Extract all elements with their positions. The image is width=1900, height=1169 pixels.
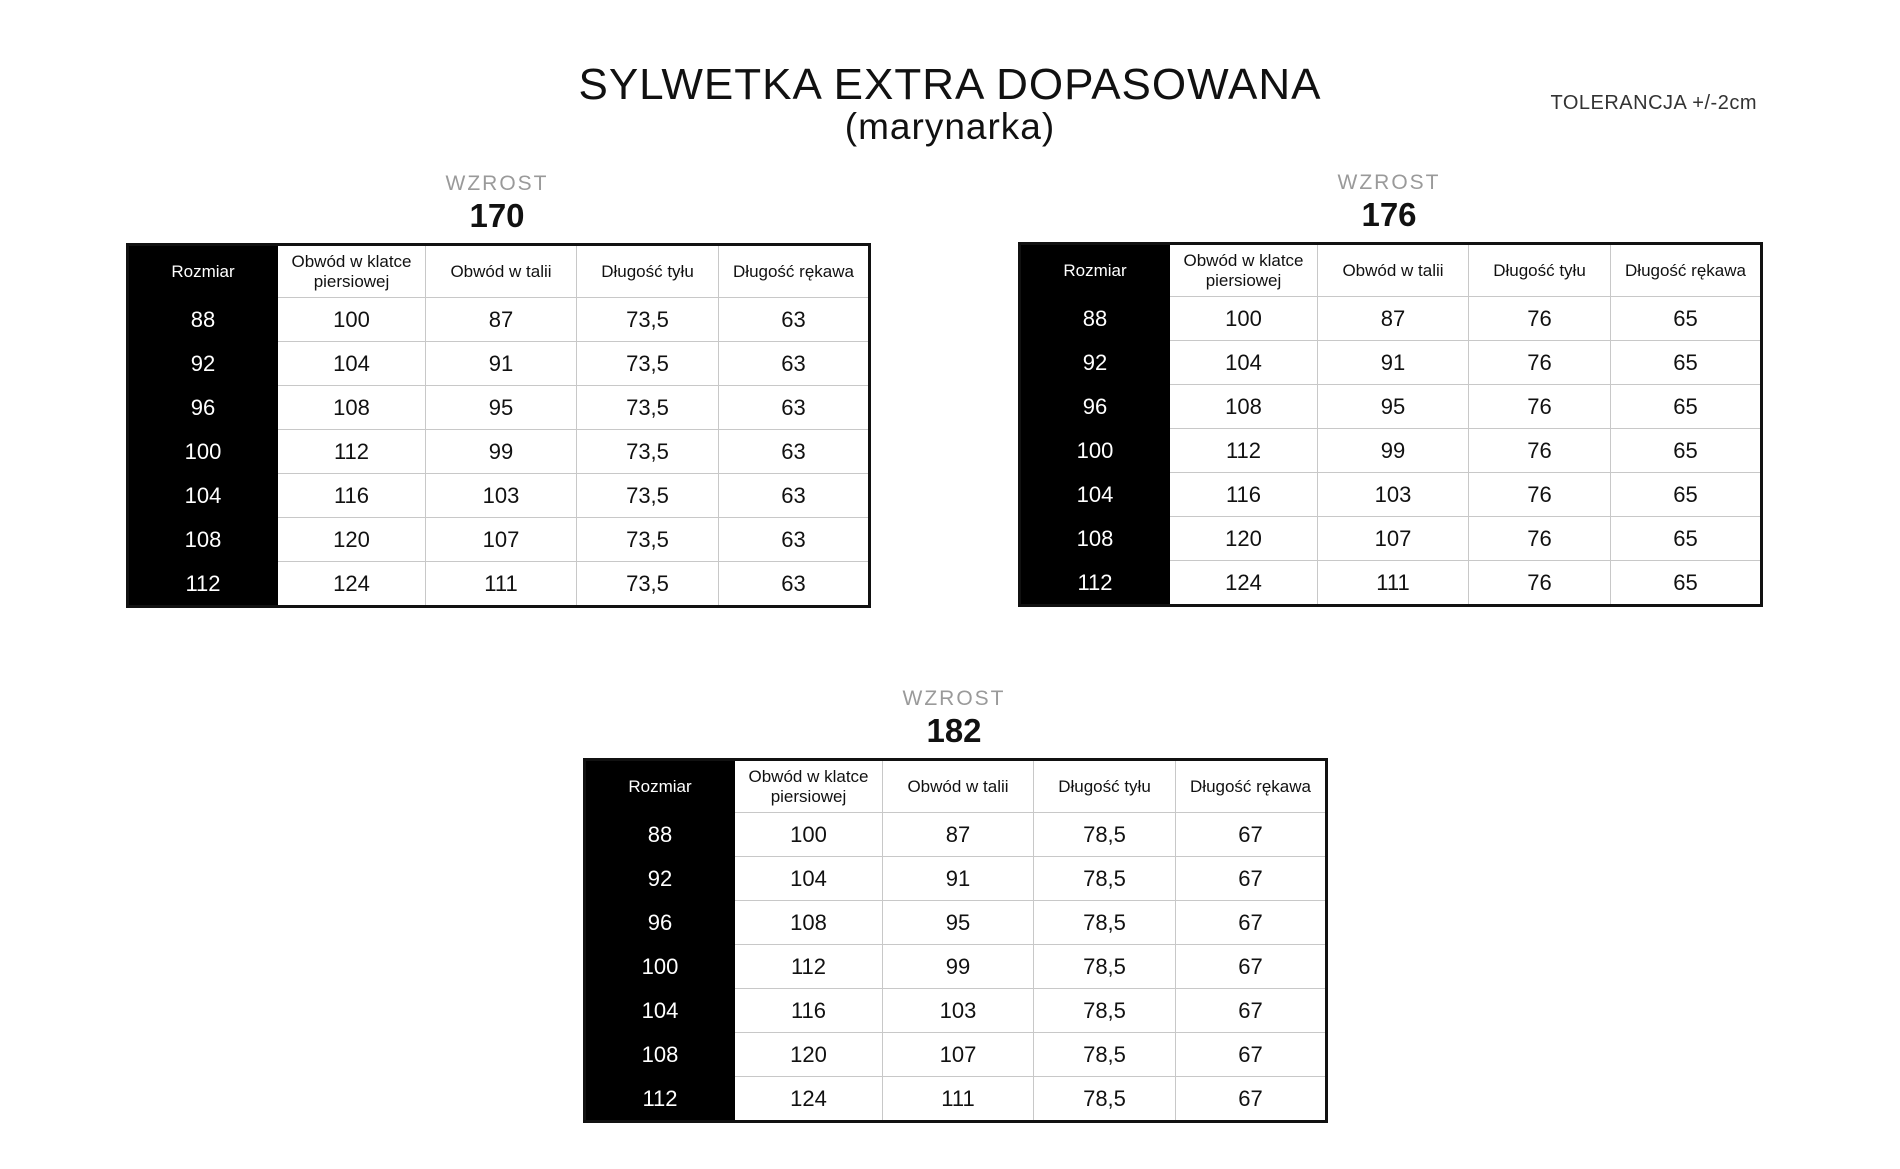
size-table <box>1018 242 1763 607</box>
chest-cell: 124 <box>1170 561 1318 606</box>
chest-cell: 100 <box>735 813 883 857</box>
sleeve-length-cell: 65 <box>1611 517 1762 561</box>
table-row <box>1020 385 1762 429</box>
back-length-cell: 73,5 <box>577 386 719 430</box>
chest-cell: 116 <box>735 989 883 1033</box>
size-table-block-182 <box>583 686 1325 1123</box>
size-cell: 104 <box>585 989 735 1033</box>
height-value: 170 <box>469 197 525 234</box>
back-length-cell: 78,5 <box>1034 945 1176 989</box>
table-header-row <box>585 760 1327 813</box>
back-length-cell: 73,5 <box>577 474 719 518</box>
waist-cell: 91 <box>883 857 1034 901</box>
back-length-cell: 73,5 <box>577 342 719 386</box>
waist-cell: 111 <box>883 1077 1034 1122</box>
back-length-cell: 76 <box>1469 297 1611 341</box>
sleeve-length-cell: 65 <box>1611 385 1762 429</box>
back-length-cell: 78,5 <box>1034 857 1176 901</box>
size-cell: 108 <box>1020 517 1170 561</box>
header-size: Rozmiar <box>128 245 278 298</box>
table-row <box>1020 297 1762 341</box>
header-back-length: Długość tyłu <box>1034 760 1176 813</box>
table-row <box>585 857 1327 901</box>
size-cell: 96 <box>128 386 278 430</box>
sleeve-length-cell: 65 <box>1611 429 1762 473</box>
header-back-length: Długość tyłu <box>577 245 719 298</box>
waist-cell: 99 <box>1318 429 1469 473</box>
table-row <box>585 1033 1327 1077</box>
sleeve-length-cell: 65 <box>1611 561 1762 606</box>
waist-cell: 95 <box>426 386 577 430</box>
waist-cell: 103 <box>426 474 577 518</box>
header-back-length: Długość tyłu <box>1469 244 1611 297</box>
back-length-cell: 76 <box>1469 429 1611 473</box>
waist-cell: 107 <box>1318 517 1469 561</box>
height-value: 176 <box>1361 196 1417 233</box>
size-cell: 112 <box>128 562 278 607</box>
chest-cell: 116 <box>1170 473 1318 517</box>
waist-cell: 91 <box>426 342 577 386</box>
waist-cell: 87 <box>426 298 577 342</box>
table-row <box>585 989 1327 1033</box>
waist-cell: 95 <box>883 901 1034 945</box>
table-row <box>1020 561 1762 606</box>
back-length-cell: 76 <box>1469 561 1611 606</box>
table-row <box>1020 517 1762 561</box>
header-chest: Obwód w klatce piersiowej <box>278 245 426 298</box>
header-size: Rozmiar <box>585 760 735 813</box>
header-sleeve-length: Długość rękawa <box>719 245 870 298</box>
sleeve-length-cell: 67 <box>1176 989 1327 1033</box>
chest-cell: 120 <box>278 518 426 562</box>
waist-cell: 111 <box>1318 561 1469 606</box>
sleeve-length-cell: 67 <box>1176 857 1327 901</box>
back-length-cell: 73,5 <box>577 298 719 342</box>
size-cell: 88 <box>585 813 735 857</box>
sleeve-length-cell: 63 <box>719 430 870 474</box>
back-length-cell: 78,5 <box>1034 813 1176 857</box>
sleeve-length-cell: 63 <box>719 298 870 342</box>
sleeve-length-cell: 63 <box>719 518 870 562</box>
size-cell: 88 <box>1020 297 1170 341</box>
waist-cell: 87 <box>1318 297 1469 341</box>
header-waist: Obwód w talii <box>426 245 577 298</box>
size-cell: 108 <box>585 1033 735 1077</box>
sleeve-length-cell: 67 <box>1176 945 1327 989</box>
sleeve-length-cell: 63 <box>719 342 870 386</box>
waist-cell: 91 <box>1318 341 1469 385</box>
page-subtitle: (marynarka) <box>844 106 1056 147</box>
size-cell: 100 <box>1020 429 1170 473</box>
height-label: WZROST <box>445 172 549 195</box>
waist-cell: 99 <box>426 430 577 474</box>
chest-cell: 120 <box>735 1033 883 1077</box>
table-row <box>128 562 870 607</box>
waist-cell: 107 <box>883 1033 1034 1077</box>
header-sleeve-length: Długość rękawa <box>1611 244 1762 297</box>
size-cell: 92 <box>585 857 735 901</box>
height-label: WZROST <box>1337 171 1441 194</box>
size-table-block-170 <box>126 171 868 608</box>
chest-cell: 108 <box>1170 385 1318 429</box>
size-cell: 92 <box>128 342 278 386</box>
size-cell: 100 <box>128 430 278 474</box>
size-cell: 112 <box>585 1077 735 1122</box>
back-length-cell: 76 <box>1469 385 1611 429</box>
back-length-cell: 78,5 <box>1034 989 1176 1033</box>
back-length-cell: 78,5 <box>1034 1077 1176 1122</box>
sleeve-length-cell: 67 <box>1176 1033 1327 1077</box>
chest-cell: 100 <box>1170 297 1318 341</box>
chest-cell: 104 <box>278 342 426 386</box>
chest-cell: 124 <box>735 1077 883 1122</box>
header-chest: Obwód w klatce piersiowej <box>1170 244 1318 297</box>
table-header-row <box>1020 244 1762 297</box>
back-length-cell: 76 <box>1469 517 1611 561</box>
size-cell: 104 <box>1020 473 1170 517</box>
size-cell: 96 <box>1020 385 1170 429</box>
table-row <box>128 386 870 430</box>
chest-cell: 112 <box>1170 429 1318 473</box>
table-row <box>1020 473 1762 517</box>
sleeve-length-cell: 67 <box>1176 901 1327 945</box>
header-waist: Obwód w talii <box>883 760 1034 813</box>
height-label: WZROST <box>902 687 1006 710</box>
waist-cell: 95 <box>1318 385 1469 429</box>
header-waist: Obwód w talii <box>1318 244 1469 297</box>
chest-cell: 124 <box>278 562 426 607</box>
back-length-cell: 73,5 <box>577 518 719 562</box>
size-cell: 104 <box>128 474 278 518</box>
sleeve-length-cell: 65 <box>1611 297 1762 341</box>
waist-cell: 111 <box>426 562 577 607</box>
table-row <box>585 1077 1327 1122</box>
sleeve-length-cell: 67 <box>1176 1077 1327 1122</box>
table-row <box>1020 429 1762 473</box>
chest-cell: 112 <box>278 430 426 474</box>
table-row <box>128 430 870 474</box>
table-row <box>585 901 1327 945</box>
size-cell: 108 <box>128 518 278 562</box>
back-length-cell: 73,5 <box>577 562 719 607</box>
chest-cell: 104 <box>735 857 883 901</box>
table-row <box>585 813 1327 857</box>
back-length-cell: 76 <box>1469 473 1611 517</box>
size-cell: 112 <box>1020 561 1170 606</box>
chest-cell: 100 <box>278 298 426 342</box>
back-length-cell: 78,5 <box>1034 901 1176 945</box>
page-title: SYLWETKA EXTRA DOPASOWANA <box>578 60 1322 109</box>
sleeve-length-cell: 67 <box>1176 813 1327 857</box>
table-row <box>1020 341 1762 385</box>
tolerance-note: TOLERANCJA +/-2cm <box>1550 92 1757 114</box>
size-cell: 96 <box>585 901 735 945</box>
size-table-block-176 <box>1018 170 1760 607</box>
sleeve-length-cell: 65 <box>1611 473 1762 517</box>
size-cell: 100 <box>585 945 735 989</box>
chest-cell: 108 <box>278 386 426 430</box>
waist-cell: 107 <box>426 518 577 562</box>
chest-cell: 112 <box>735 945 883 989</box>
table-row <box>128 298 870 342</box>
table-row <box>128 518 870 562</box>
waist-cell: 103 <box>883 989 1034 1033</box>
back-length-cell: 76 <box>1469 341 1611 385</box>
size-table <box>126 243 871 608</box>
waist-cell: 87 <box>883 813 1034 857</box>
size-cell: 88 <box>128 298 278 342</box>
chest-cell: 120 <box>1170 517 1318 561</box>
header-size: Rozmiar <box>1020 244 1170 297</box>
sleeve-length-cell: 63 <box>719 474 870 518</box>
header-chest: Obwód w klatce piersiowej <box>735 760 883 813</box>
size-table <box>583 758 1328 1123</box>
table-row <box>128 474 870 518</box>
back-length-cell: 78,5 <box>1034 1033 1176 1077</box>
chest-cell: 104 <box>1170 341 1318 385</box>
size-cell: 92 <box>1020 341 1170 385</box>
waist-cell: 103 <box>1318 473 1469 517</box>
chest-cell: 116 <box>278 474 426 518</box>
table-header-row <box>128 245 870 298</box>
sleeve-length-cell: 65 <box>1611 341 1762 385</box>
back-length-cell: 73,5 <box>577 430 719 474</box>
height-value: 182 <box>926 712 982 749</box>
sleeve-length-cell: 63 <box>719 562 870 607</box>
waist-cell: 99 <box>883 945 1034 989</box>
header-sleeve-length: Długość rękawa <box>1176 760 1327 813</box>
table-row <box>585 945 1327 989</box>
chest-cell: 108 <box>735 901 883 945</box>
table-row <box>128 342 870 386</box>
sleeve-length-cell: 63 <box>719 386 870 430</box>
